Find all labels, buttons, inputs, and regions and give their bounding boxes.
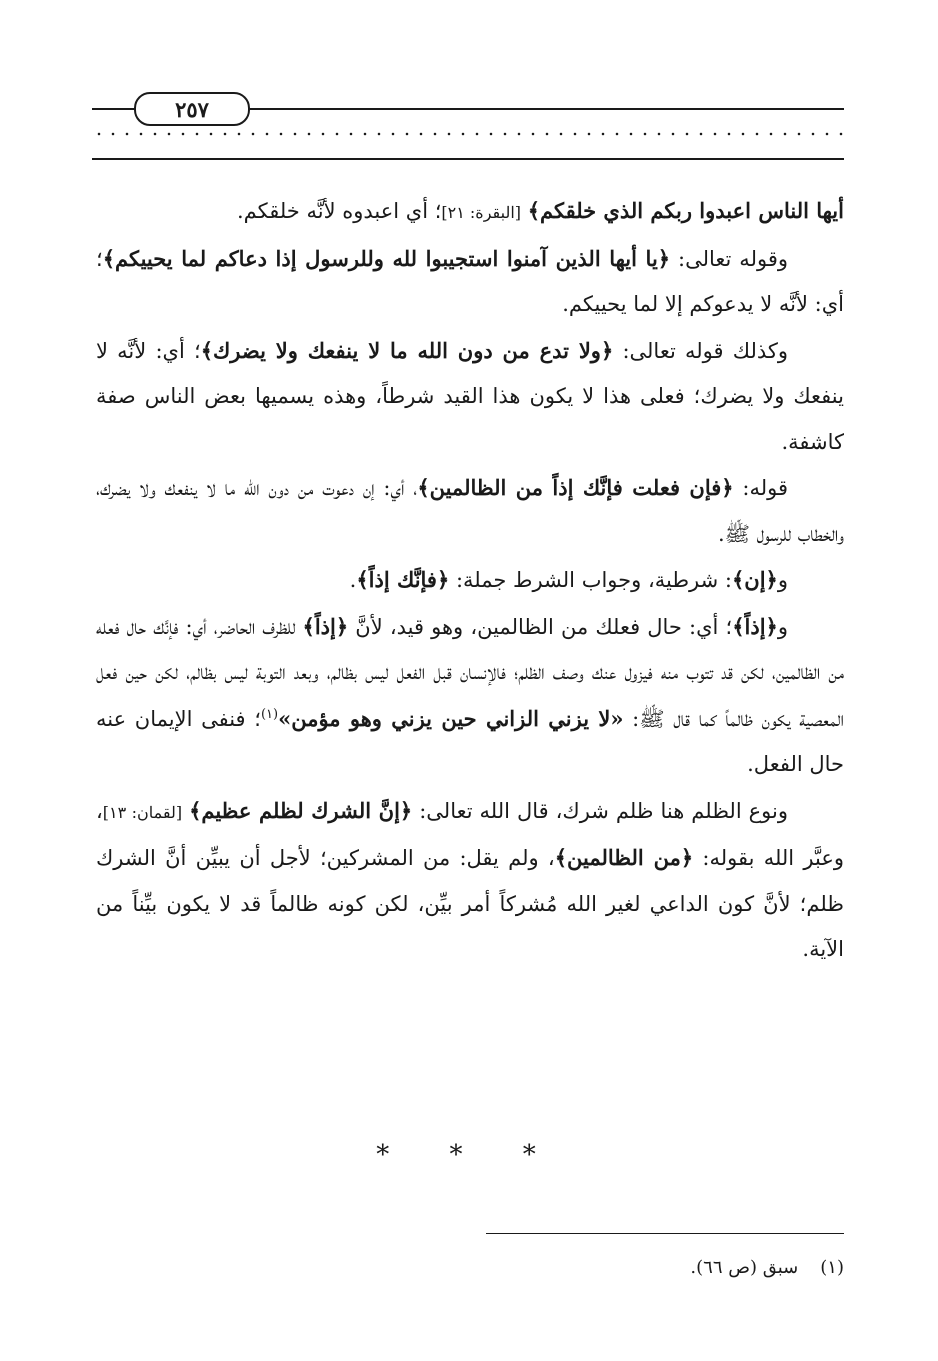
quote-text: «لا يزني الزاني حين يزني وهو مؤمن»: [278, 705, 624, 731]
paragraph: [96, 557, 844, 604]
section-separator: * * *: [376, 1140, 562, 1170]
quote-text: ﴿فإن فعلت فإنَّك إذاً من الظالمين﴾: [417, 475, 734, 500]
body-text: ؛ فنفى الإيمان عنه حال الفعل.: [96, 706, 844, 776]
body-text: ؛ أي: لأنَّه لا يدعوكم إلا لما يحييكم.: [96, 246, 844, 316]
body-text: و: [777, 568, 788, 592]
body-text: للظرف الحاضر، أي: فإنَّك حال فعله من الظالمين، لكن قد تتوب منه فيزول عنك وصف الظلم؛ فالإنسان قبل الفعل ليس بظالم، وبعد التوبة ليس بظالم، لكن حين فعل المعصية يكون ظالماً كما قال ﷺ:: [96, 614, 844, 731]
page-number: ٢٥٧: [175, 96, 209, 122]
body-text: ، أي: إن دعوت من دون الله ما لا ينفعك ولا يضرك، والخطاب للرسول ﷺ.: [96, 476, 844, 546]
paragraph: [96, 604, 844, 788]
body-text: قوله:: [733, 476, 788, 500]
body-text: [182, 799, 189, 823]
footnote-marker: (١): [260, 706, 279, 722]
paragraph: [96, 236, 844, 328]
footnote-number: (١): [820, 1257, 844, 1278]
body-text: و: [777, 614, 788, 639]
quote-text: ﴿من الظالمين﴾: [554, 845, 694, 870]
header-rule-bottom: [92, 158, 844, 160]
page-number-badge: [134, 92, 250, 126]
header-dotted-rule: [92, 132, 844, 136]
paragraph: [96, 328, 844, 466]
quote-text: ﴿إنَّ الشرك لظلم عظيم﴾: [189, 797, 413, 823]
quote-text: ﴿إذاً﴾: [302, 613, 349, 639]
footnote-text: سبق (ص ٦٦).: [690, 1257, 799, 1278]
body-text: ؛ أي اعبدوه لأنَّه خلقكم.: [236, 199, 442, 223]
quote-text: أيها الناس اعبدوا ربكم الذي خلقكم﴾: [527, 198, 844, 223]
verse-reference: [لقمان: ١٣]: [102, 802, 183, 822]
quote-text: ﴿إن﴾: [731, 567, 778, 592]
body-text: ، ولم يقل: من المشركين؛ لأجل أن يبيِّن أنَّ الشرك ظلم؛ لأنَّ كون الداعي لغير الله مُشركاً أمر بيِّن، لكن كونه ظالماً قد لا يكون بيِّناً من الآية.: [96, 846, 844, 961]
footnote: [96, 1252, 844, 1284]
body-text: وكذلك قوله تعالى:: [613, 338, 789, 363]
body-text: [521, 199, 528, 223]
paragraph: [96, 788, 844, 973]
main-text: [96, 188, 844, 973]
body-text: ؛ أي: لأنَّه لا ينفعك ولا يضرك؛ فعلى هذا لا يكون هذا القيد شرطاً، وهذه يسميها بعض الناس صفة كاشفة.: [96, 338, 844, 454]
body-text: وقوله تعالى:: [670, 246, 788, 271]
quote-text: ﴿فإنَّك إذاً﴾: [356, 567, 450, 592]
verse-reference: [البقرة: ٢١]: [441, 203, 521, 222]
page-header: [92, 86, 844, 166]
body-text: ونوع الظلم هنا ظلم شرك، قال الله تعالى:: [412, 798, 788, 823]
quote-text: ﴿يا أيها الذين آمنوا استجيبوا لله وللرسول إذا دعاكم لما يحييكم﴾: [102, 245, 671, 271]
body-text: ؛ أي: حال فعلك من الظالمين، وهو قيد، لأنَّ: [348, 614, 733, 639]
body-text: : شرطية، وجواب الشرط جملة:: [449, 568, 732, 592]
quote-text: ﴿إذاً﴾: [732, 613, 778, 639]
paragraph: [96, 188, 844, 236]
paragraph: [96, 465, 844, 557]
footnote-rule: [486, 1233, 844, 1234]
body-text: .: [349, 568, 357, 592]
body-text: ، وعبَّر الله بقوله:: [96, 798, 844, 870]
quote-text: ﴿ولا تدع من دون الله ما لا ينفعك ولا يضرك﴾: [200, 337, 614, 363]
